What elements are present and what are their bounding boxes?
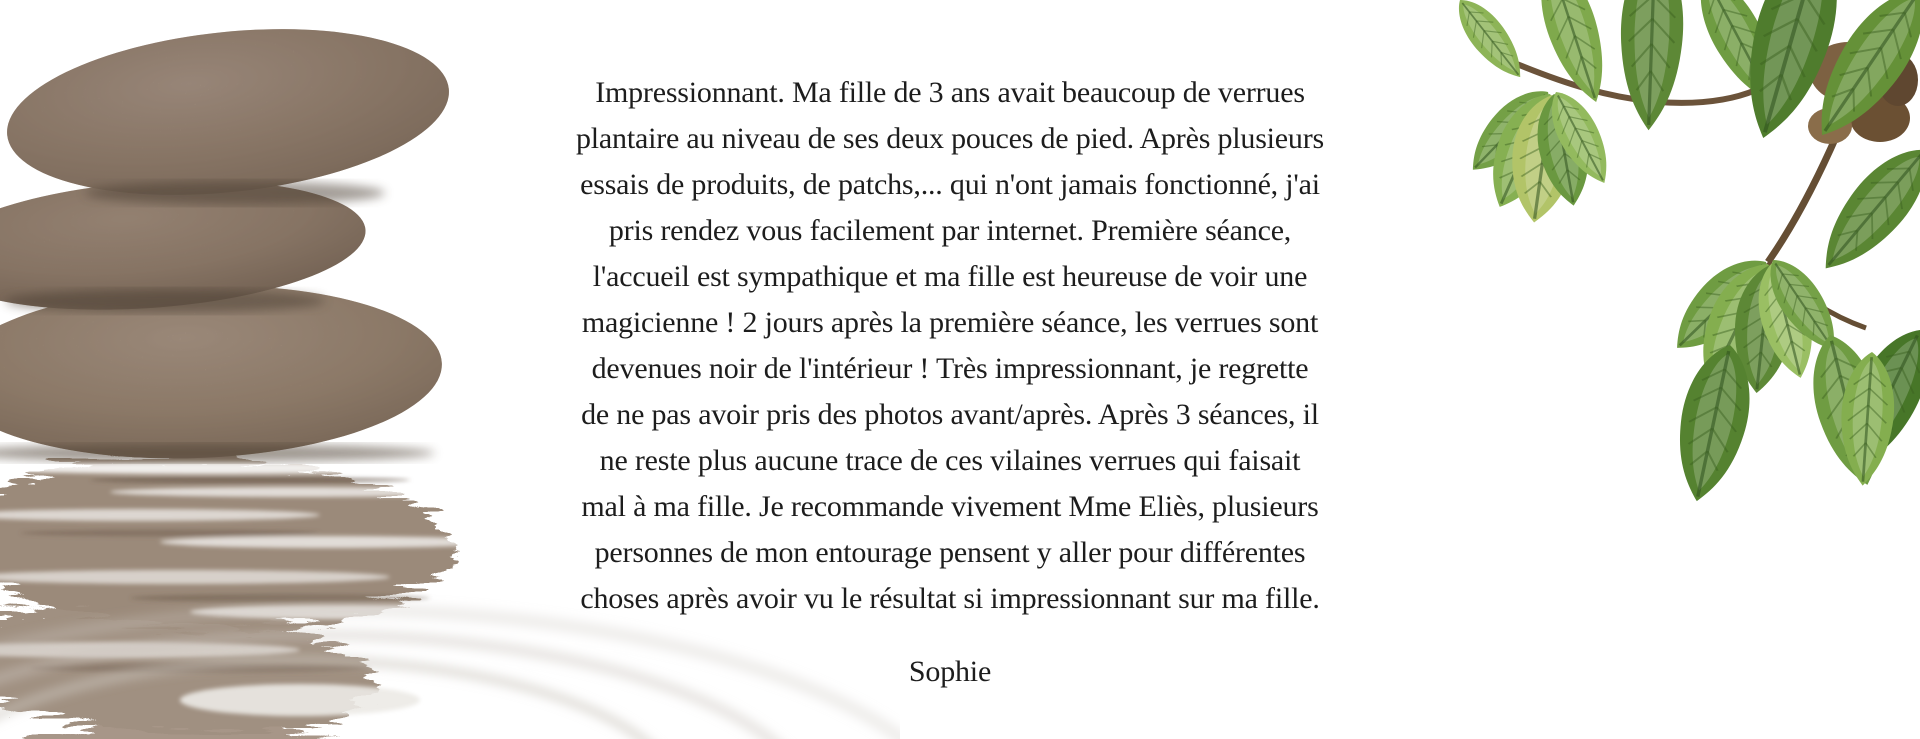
testimonial-line-6: magicienne ! 2 jours après la première séance, les verrues sont [581, 306, 1319, 339]
testimonial-line-10: mal à ma fille. Je recommande vivement Mme Eliès, plusieurs [581, 490, 1319, 523]
testimonial-line-5: l'accueil est sympathique et ma fille est heureuse de voir une [592, 260, 1308, 293]
testimonial-line-2: plantaire au niveau de ses deux pouces de pied. Après plusieurs [575, 122, 1324, 155]
testimonial-line-9: ne reste plus aucune trace de ces vilaines verrues qui faisait [599, 444, 1301, 477]
leaves-image [1400, 0, 1920, 620]
testimonial-line-12: choses après avoir vu le résultat si impressionnant sur ma fille. [580, 582, 1320, 615]
testimonial-text [430, 70, 1470, 695]
testimonial-signature: Sophie [908, 655, 992, 688]
testimonial-line-1: Impressionnant. Ma fille de 3 ans avait beaucoup de verrues [595, 76, 1305, 109]
testimonial-line-7: devenues noir de l'intérieur ! Très impressionnant, je regrette [591, 352, 1309, 385]
testimonial-line-8: de ne pas avoir pris des photos avant/après. Après 3 séances, il [581, 398, 1319, 431]
testimonial-line-11: personnes de mon entourage pensent y aller pour différentes [594, 536, 1306, 569]
testimonial-line-3: essais de produits, de patchs,... qui n'ont jamais fonctionné, j'ai [580, 168, 1320, 201]
testimonial-line-4: pris rendez vous facilement par internet. Première séance, [608, 214, 1292, 247]
